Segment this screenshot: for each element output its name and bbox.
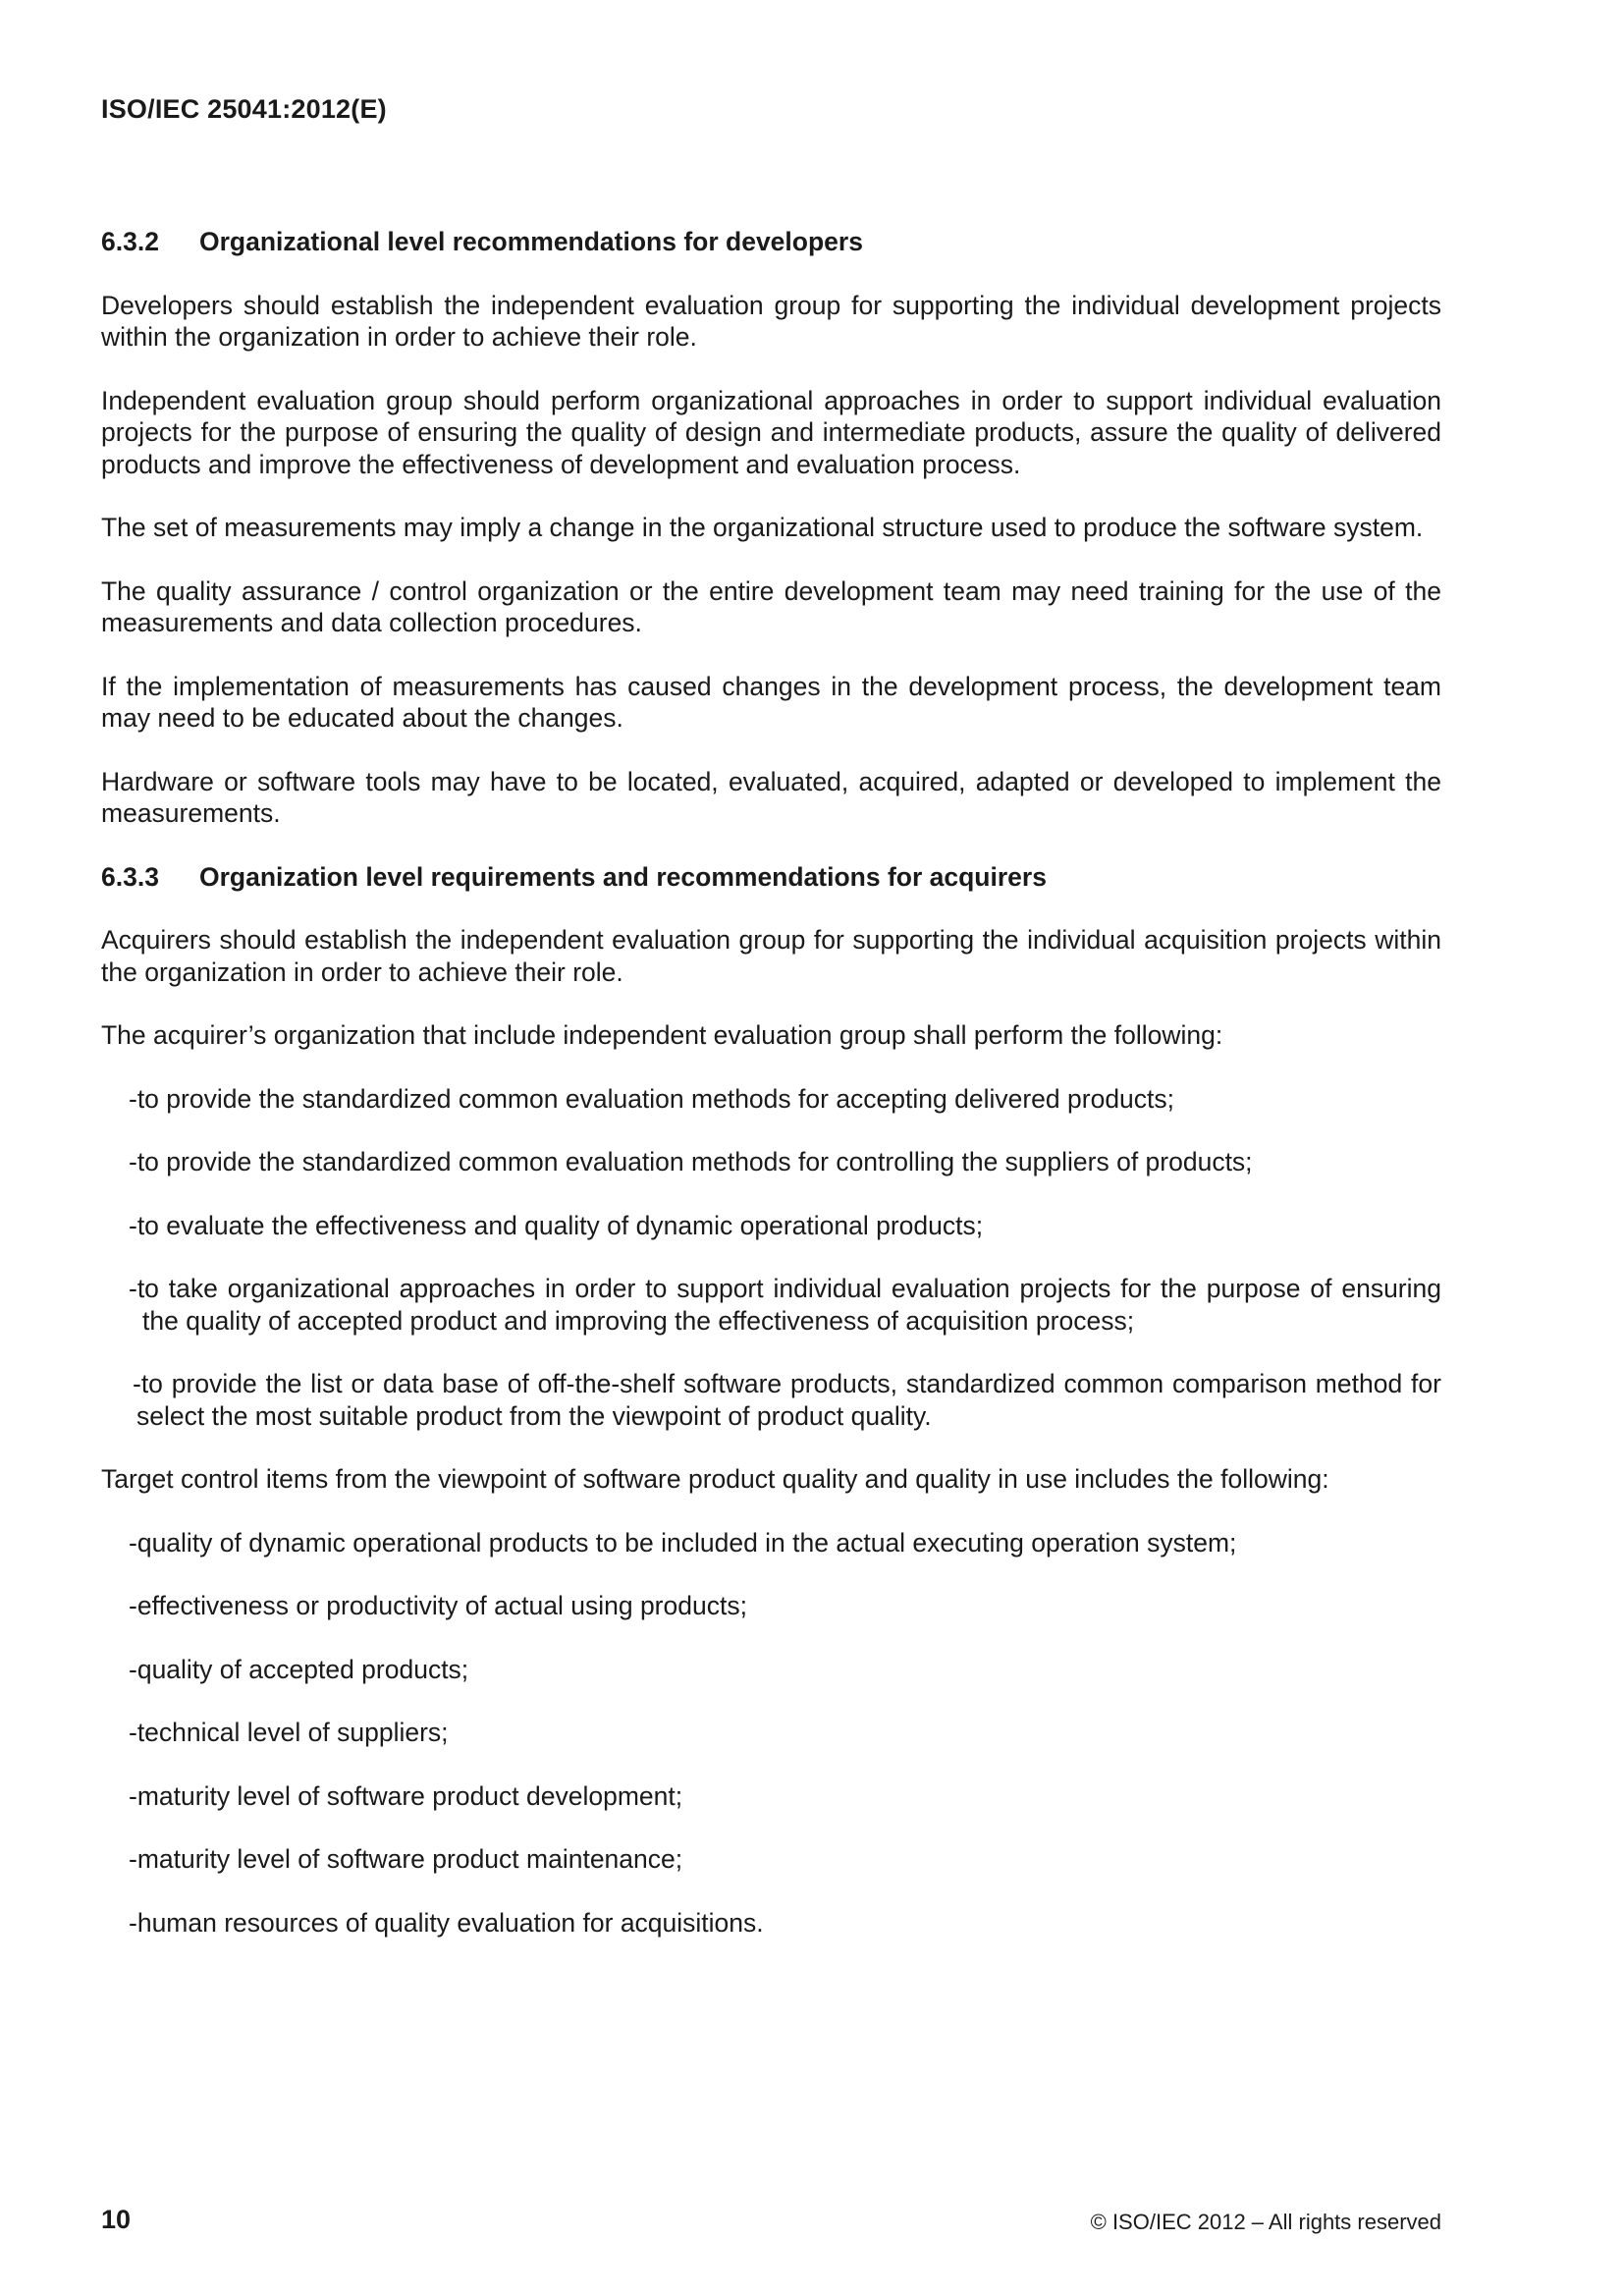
paragraph: If the implementation of measurements has caused changes in the development process, the development team may need to be educated about the changes.	[101, 671, 1441, 733]
paragraph: Hardware or software tools may have to be located, evaluated, acquired, adapted or developed to implement the measurements.	[101, 766, 1441, 828]
list-item: -to take organizational approaches in order to support individual evaluation projects for the purpose of ensuring the quality of accepted product and improving the effectiveness of acquisition process;	[129, 1274, 1441, 1336]
document-id-header: ISO/IEC 25041:2012(E)	[101, 94, 387, 124]
list-lead-in: The acquirer’s organization that include independent evaluation group shall perform the following:	[101, 1020, 1223, 1050]
section-heading-6-3-3	[101, 861, 1441, 894]
list-item: -quality of dynamic operational products to be included in the actual executing operation system;	[129, 1527, 1237, 1558]
section-number: 6.3.3	[101, 861, 159, 892]
paragraph: Acquirers should establish the independent evaluation group for supporting the individual acquisition projects within the organization in order to achieve their role.	[101, 925, 1441, 987]
list-item: -to provide the list or data base of off-the-shelf software products, standardized common comparison method for select the most suitable product from the viewpoint of product quality.	[133, 1369, 1441, 1431]
paragraph: The set of measurements may imply a change in the organizational structure used to produce the software system.	[101, 513, 1424, 542]
list-item: -human resources of quality evaluation for acquisitions.	[129, 1907, 764, 1938]
section-heading-6-3-2	[101, 226, 1441, 258]
list-lead-in: Target control items from the viewpoint of software product quality and quality in use includes the following:	[101, 1464, 1329, 1494]
list-item: -quality of accepted products;	[129, 1654, 469, 1684]
paragraph: Developers should establish the independent evaluation group for supporting the individual development projects within the organization in order to achieve their role.	[101, 290, 1441, 352]
list-item: -to provide the standardized common evaluation methods for accepting delivered products;	[129, 1083, 1175, 1114]
page-content	[101, 226, 1441, 1939]
list-item: -maturity level of software product maintenance;	[129, 1844, 683, 1874]
paragraph: Independent evaluation group should perform organizational approaches in order to support individual evaluation projects for the purpose of ensuring the quality of design and intermediate products, assure the quality of delivered products and improve the effectiveness of development and evaluation process.	[101, 385, 1441, 479]
section-title: Organizational level recommendations for developers	[199, 227, 863, 256]
paragraph: The quality assurance / control organization or the entire development team may need training for the use of the measurements and data collection procedures.	[101, 575, 1441, 637]
copyright-notice: © ISO/IEC 2012 – All rights reserved	[1090, 2210, 1441, 2234]
section-title: Organization level requirements and recommendations for acquirers	[199, 861, 1047, 892]
section-number: 6.3.2	[101, 227, 159, 256]
list-item: -technical level of suppliers;	[129, 1718, 449, 1747]
page-number: 10	[101, 2205, 132, 2234]
list-item: -to provide the standardized common evaluation methods for controlling the suppliers of products;	[129, 1147, 1253, 1176]
list-item: -maturity level of software product development;	[129, 1780, 683, 1811]
list-item: -effectiveness or productivity of actual using products;	[129, 1591, 747, 1620]
list-item: -to evaluate the effectiveness and quality of dynamic operational products;	[129, 1210, 984, 1240]
